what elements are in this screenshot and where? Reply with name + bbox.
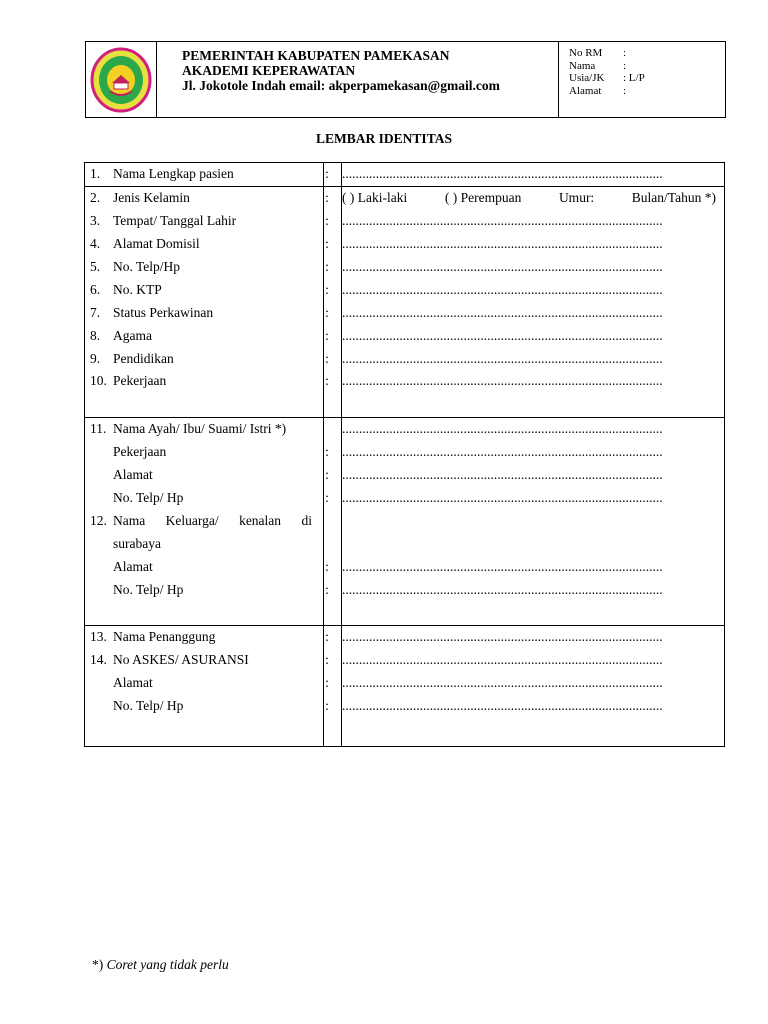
fill-line[interactable]: ............................................................................................... [342, 236, 663, 252]
row-number: 6. [90, 281, 101, 297]
row-label: Tempat/ Tanggal Lahir [113, 213, 237, 229]
label-word: di [301, 512, 312, 528]
fill-line[interactable]: ............................................................................................... [342, 629, 663, 645]
row-label: No. Telp/ Hp [113, 581, 184, 597]
row-label: Pekerjaan [113, 373, 167, 389]
row-number: 7. [90, 304, 101, 320]
row-label: Alamat Domisil [113, 236, 200, 252]
logo-cell [86, 42, 157, 117]
identity-form [84, 162, 725, 747]
rm-value: : [623, 47, 627, 59]
fill-line[interactable]: ............................................................................................... [342, 166, 663, 182]
fill-line[interactable]: ............................................................................................... [342, 213, 663, 229]
form-row [85, 301, 724, 324]
option-female[interactable]: ( ) Perempuan [444, 190, 522, 206]
colon: : [325, 304, 329, 320]
fill-line[interactable]: ............................................................................................... [342, 281, 663, 297]
row-number: 9. [90, 350, 101, 366]
row-number: 3. [90, 213, 101, 229]
form-row [85, 578, 724, 601]
form-row [85, 324, 724, 347]
rm-label: Usia/JK [569, 72, 605, 84]
row-number: 4. [90, 236, 101, 252]
footnote [92, 957, 229, 973]
fill-line[interactable]: ............................................................................................... [342, 373, 663, 389]
colon: : [325, 490, 329, 506]
rm-value: : [623, 59, 627, 72]
row-number: 5. [90, 259, 101, 274]
row-number: 2. [90, 190, 101, 206]
form-row [85, 163, 724, 186]
rm-row [569, 47, 725, 60]
row-label: No. Telp/ Hp [113, 698, 184, 714]
rm-value: : [623, 84, 627, 97]
age-label: Umur: [558, 190, 595, 206]
form-row [85, 441, 724, 464]
form-row [85, 464, 724, 487]
form-row [85, 672, 724, 695]
colon: : [325, 581, 329, 597]
label-word: kenalan [239, 512, 282, 528]
rm-row [569, 85, 725, 98]
spacer-row [85, 718, 724, 746]
row-number: 13. [90, 629, 107, 645]
rm-label: Nama [569, 59, 596, 72]
row-label: No ASKES/ ASURANSI [113, 652, 249, 668]
form-row [85, 649, 724, 672]
form-row [85, 347, 724, 370]
colon: : [325, 373, 329, 389]
option-male[interactable]: ( ) Laki-laki [342, 190, 408, 206]
row-label [113, 513, 318, 529]
label-word: Nama [113, 512, 146, 528]
row-label: No. Telp/ Hp [113, 490, 184, 506]
fill-line[interactable]: ............................................................................................... [342, 304, 663, 320]
fill-line[interactable]: ............................................................................................... [342, 467, 663, 483]
fill-line[interactable]: ............................................................................................... [342, 675, 663, 691]
patient-section [85, 163, 724, 417]
row-number: 8. [90, 327, 101, 343]
form-row [85, 695, 724, 718]
rm-row [569, 72, 725, 85]
colon: : [325, 350, 329, 366]
row-label: Alamat [113, 467, 153, 483]
colon: : [325, 236, 329, 252]
row-number: 11. [90, 421, 107, 437]
form-row [85, 532, 724, 555]
fill-line[interactable]: ............................................................................................... [342, 444, 663, 460]
form-row [85, 210, 724, 233]
colon: : [325, 467, 329, 483]
colon: : [325, 281, 329, 297]
row-label: Status Perkawinan [113, 304, 214, 320]
row-label: No. Telp/Hp [113, 259, 181, 274]
age-unit: Bulan/Tahun *) [631, 190, 716, 206]
fill-line[interactable]: ............................................................................................... [342, 259, 663, 274]
row-label: Pendidikan [113, 350, 174, 366]
rm-label: Alamat [569, 84, 602, 97]
medical-record-box [559, 42, 725, 117]
fill-line[interactable]: ............................................................................................... [342, 652, 663, 668]
form-row [85, 256, 724, 279]
footnote-text: Coret yang tidak perlu [106, 957, 229, 972]
colon: : [325, 629, 329, 645]
form-row [85, 370, 724, 393]
row-label: Nama Ayah/ Ibu/ Suami/ Istri *) [113, 421, 287, 437]
colon: : [325, 327, 329, 343]
fill-line[interactable]: ............................................................................................... [342, 698, 663, 714]
colon: : [325, 698, 329, 714]
row-label: Alamat [113, 675, 153, 691]
sex-age-field[interactable] [336, 190, 724, 206]
label-word: Keluarga/ [165, 512, 219, 528]
document-title: LEMBAR IDENTITAS [316, 131, 452, 146]
fill-line[interactable]: ............................................................................................... [342, 490, 663, 506]
footnote-mark: *) [92, 957, 104, 972]
row-label: Nama Lengkap pasien [113, 166, 234, 182]
fill-line[interactable]: ............................................................................................... [342, 327, 663, 343]
row-label: Agama [113, 327, 152, 343]
rm-row [569, 60, 725, 73]
fill-line[interactable]: ............................................................................................... [342, 350, 663, 366]
document-header [85, 41, 726, 118]
form-row [85, 187, 724, 210]
colon: : [325, 259, 329, 274]
row-number: 10. [90, 373, 107, 389]
colon: : [325, 652, 329, 668]
form-row [85, 555, 724, 578]
colon: : [325, 444, 329, 460]
colon: : [325, 166, 329, 182]
header-title-cell [157, 42, 559, 117]
row-label: Jenis Kelamin [113, 190, 190, 206]
row-number: 14. [90, 652, 107, 668]
form-row [85, 278, 724, 301]
guarantor-section [85, 625, 724, 746]
row-label: Pekerjaan [113, 444, 167, 460]
spacer-row [85, 393, 724, 417]
colon: : [325, 213, 329, 229]
fill-line[interactable]: ............................................................................................... [342, 581, 663, 597]
form-row [85, 233, 724, 256]
row-label: Nama Penanggung [113, 629, 216, 645]
form-row [85, 626, 724, 649]
rm-value: : L/P [623, 72, 645, 84]
institution-logo [90, 47, 152, 113]
form-row [85, 418, 724, 441]
row-label: surabaya [113, 535, 161, 551]
fill-line[interactable]: ............................................................................................... [342, 421, 663, 437]
row-label: Alamat [113, 558, 153, 574]
row-number: 12. [90, 512, 107, 528]
form-row [85, 487, 724, 510]
header-academy: AKADEMI KEPERAWATAN [182, 63, 356, 78]
colon: : [325, 190, 329, 206]
spacer-row [85, 601, 724, 625]
header-government: PEMERINTAH KABUPATEN PAMEKASAN [182, 48, 450, 63]
row-label: No. KTP [113, 281, 162, 297]
row-number: 1. [90, 166, 101, 182]
rm-label: No RM [569, 47, 603, 59]
header-address: Jl. Jokotole Indah email: akperpamekasan@gmail.com [182, 78, 500, 93]
form-row [85, 509, 724, 532]
colon: : [325, 558, 329, 574]
colon: : [325, 675, 329, 691]
family-section [85, 417, 724, 625]
fill-line[interactable]: ............................................................................................... [342, 558, 663, 574]
